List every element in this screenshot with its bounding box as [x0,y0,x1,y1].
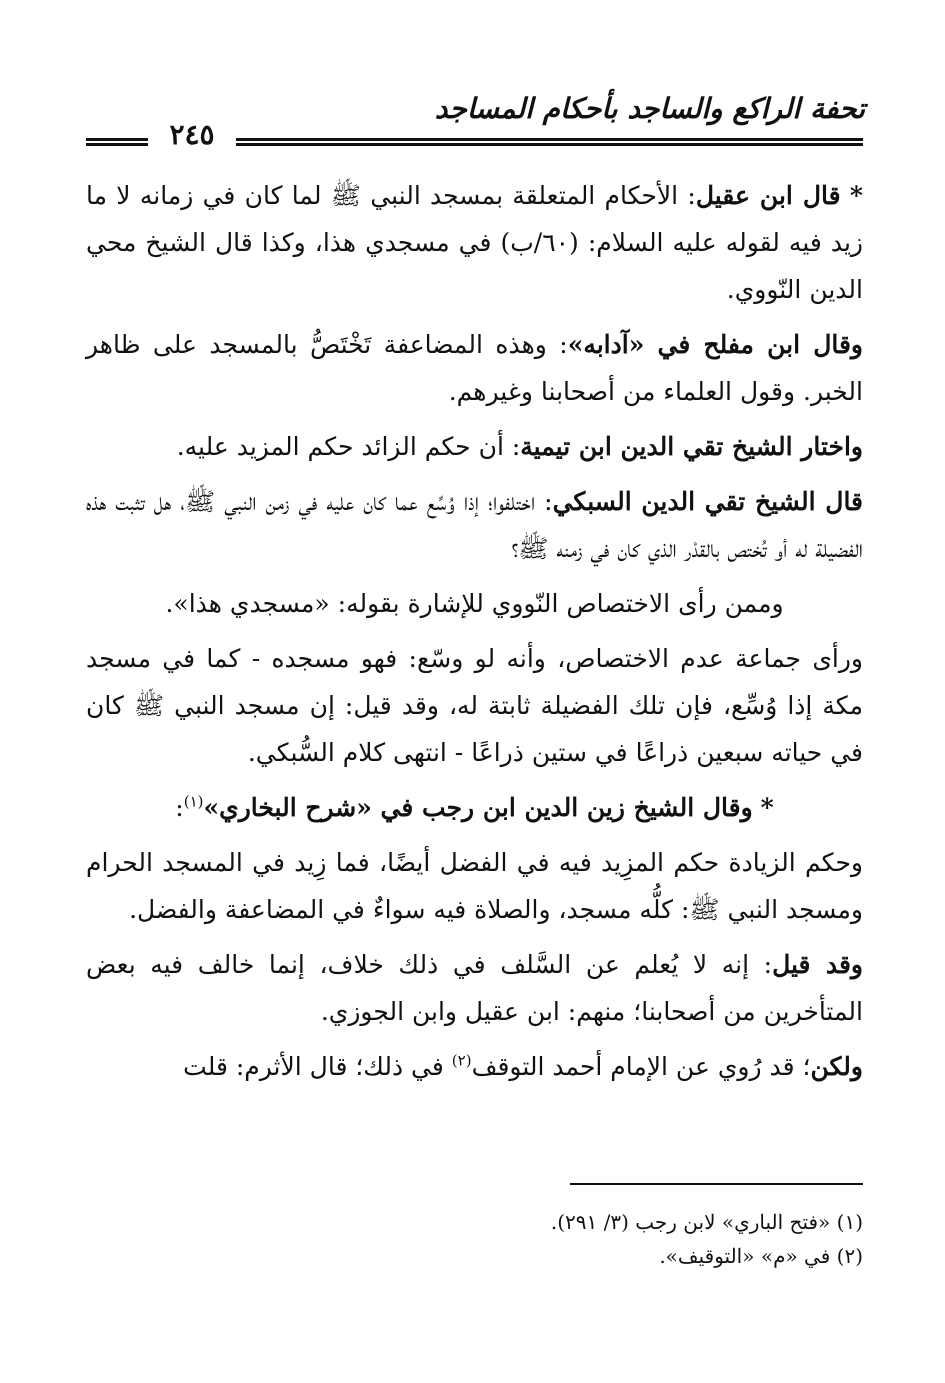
paragraph-text: : اختلفوا؛ إذا وُسِّع عما كان عليه في زمن النبي ﷺ، هل تثبت هذه الفضيلة له أو تُختص بالقدْر الذي كان في زمنه ﷺ؟ [86,487,863,563]
paragraph-text-after: في ذلك؛ قال الأثرم: قلت [183,1052,452,1081]
body-text [86,172,863,1098]
paragraph-8 [86,839,863,933]
paragraph-lead: ولكن [810,1052,863,1081]
paragraph-7 [86,784,863,831]
footnote-ref-2: (٢) [451,1051,472,1070]
paragraph-text: ؛ قد رُوي عن الإمام أحمد التوقف [471,1052,811,1081]
paragraph-2 [86,321,863,415]
paragraph-marker: * [760,793,774,822]
paragraph-text: : [175,793,184,822]
paragraph-text: : وهذه المضاعفة تَخْتَصُّ بالمسجد على ظاهر الخبر. وقول العلماء من أصحابنا وغيرهم. [86,330,863,406]
paragraph-lead: واختار الشيخ تقي الدين ابن تيمية [520,432,863,461]
paragraph-1 [86,172,863,313]
paragraph-lead: قال ابن عقيل [695,181,841,210]
paragraph-text: ورأى جماعة عدم الاختصاص، وأنه لو وسّع: فهو مسجده - كما في مسجد مكة إذا وُسِّع، فإن تلك الفضيلة ثابتة له، وقد قيل: إن مسجد النبي ﷺ كان في حياته سبعين ذراعًا في ستين ذراعًا - انتهى كلام السُّبكي. [86,644,863,767]
footnote-1: (١) «فتح الباري» لابن رجب (٣/ ٢٩١). [550,1210,863,1234]
paragraph-text: وممن رأى الاختصاص النّووي للإشارة بقوله: «مسجدي هذا». [165,589,784,618]
paragraph-10 [86,1043,863,1090]
paragraph-text: : الأحكام المتعلقة بمسجد النبي ﷺ لما كان في زمانه لا ما زيد فيه لقوله عليه السلام: (٦٠/ب) في مسجدي هذا، وكذا قال الشيخ محي الدين النّووي. [86,181,863,304]
paragraph-6 [86,635,863,776]
footnote-ref-1: (١) [183,792,204,811]
page-number: ٢٤٥ [169,118,215,151]
paragraph-text: : أن حكم الزائد حكم المزيد عليه. [176,432,521,461]
paragraph-5 [86,580,863,627]
paragraph-lead: وقد قيل [772,950,863,979]
paragraph-lead: قال الشيخ تقي الدين السبكي [552,487,864,516]
header-rule-right [236,138,863,146]
paragraph-text: : إنه لا يُعلم عن السَّلف في ذلك خلاف، إنما خالف فيه بعض المتأخرين من أصحابنا؛ منهم: ابن عقيل وابن الجوزي. [86,950,863,1026]
footnote-separator [570,1183,863,1185]
paragraph-text: وحكم الزيادة حكم المزِيد فيه في الفضل أيضًا، فما زِيد في المسجد الحرام ومسجد النبي ﷺ: كلُّه مسجد، والصلاة فيه سواءٌ في المضاعفة والفضل. [86,848,863,924]
paragraph-lead: وقال الشيخ زين الدين ابن رجب في «شرح البخاري» [203,793,753,822]
running-header-title: تحفة الراكع والساجد بأحكام المساجد [434,92,865,125]
footnote-2: (٢) في «م» «التوقيف». [659,1244,863,1268]
footnotes [86,1205,863,1273]
paragraph-3 [86,423,863,470]
paragraph-4 [86,478,863,572]
paragraph-9 [86,941,863,1035]
header-rule-left [86,138,148,146]
paragraph-marker: * [849,181,863,210]
paragraph-lead: وقال ابن مفلح في «آدابه» [567,330,863,359]
